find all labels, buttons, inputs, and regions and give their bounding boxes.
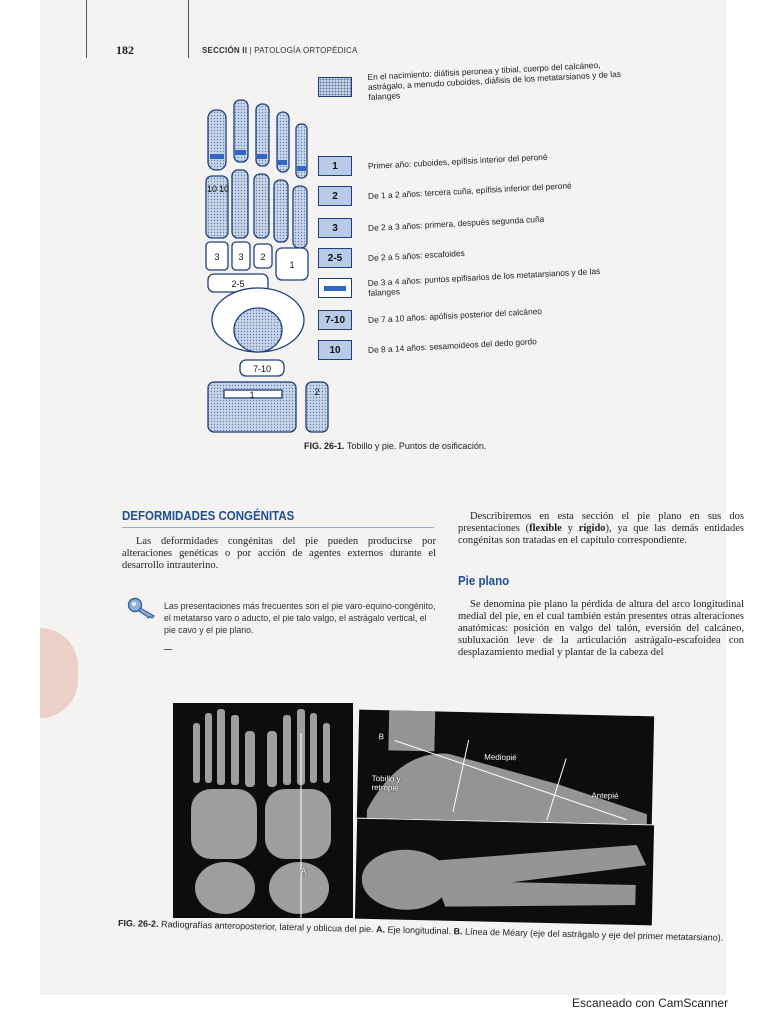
caption-text: Línea de Méary (eje del astrágalo y eje del primer metatarsiano). <box>462 926 724 943</box>
legend-swatch <box>318 278 352 298</box>
label-mediopie: Mediopié <box>484 752 517 763</box>
bone-label: 10 <box>206 184 218 194</box>
legend-row <box>318 180 628 206</box>
legend-row <box>318 336 628 360</box>
chapter-title: PATOLOGÍA ORTOPÉDICA <box>254 46 358 55</box>
legend-text: Primer año: cuboides, epífisis interior del peroné <box>367 151 548 171</box>
legend-row <box>318 248 628 268</box>
metatarsal-5 <box>293 186 307 248</box>
bone-label: 7-10 <box>252 364 272 374</box>
legend-text: De 2 a 3 años: primera, después segunda cuña <box>367 213 545 233</box>
bone-label: 3 <box>214 252 220 262</box>
xray-anteroposterior <box>173 703 353 918</box>
legend-text: De 1 a 2 años: tercera cuña, epífisis inferior del peroné <box>367 180 572 201</box>
metatarsal-3 <box>254 174 269 238</box>
caption-text: Radiografías anteroposterior, lateral y oblicua del pie. <box>158 918 377 935</box>
figure-26-1-caption <box>304 441 486 451</box>
calcaneus <box>234 308 282 352</box>
page-margin-rule <box>188 0 189 58</box>
bone-label: 2 <box>260 252 266 262</box>
figure-label: FIG. 26-2. <box>117 918 159 929</box>
figure-caption-text: Tobillo y pie. Puntos de osificación. <box>344 441 487 451</box>
legend-text: De 2 a 5 años: escafoides <box>367 247 465 263</box>
label-a: A <box>301 867 307 876</box>
scanner-watermark: Escaneado con CamScanner <box>572 996 729 1010</box>
metatarsal-4 <box>274 180 288 242</box>
bone-label: 2 <box>314 387 320 397</box>
separator: | <box>249 46 252 55</box>
toe-1 <box>208 110 226 170</box>
legend-swatch: 10 <box>318 340 352 360</box>
bone-label: 3 <box>238 252 244 262</box>
xray-lateral-image <box>357 710 654 825</box>
book-page <box>40 0 744 995</box>
bone-label: 10 <box>218 184 230 194</box>
key-note: Las presentaciones más frecuentes son el pie varo-equino-congénito, el metatarso varo o aducto, el pie talo valgo, el astrágalo vertical, el pie cavo y el pie plano. <box>164 601 436 635</box>
running-head <box>202 46 358 55</box>
legend-row <box>318 151 628 176</box>
legend-row <box>318 265 628 298</box>
legend-row <box>318 213 628 238</box>
figure-26-2-caption <box>118 918 768 945</box>
figure-label: FIG. 26-1. <box>304 441 345 451</box>
legend-swatch: 2-5 <box>318 248 352 268</box>
legend-row <box>318 59 628 102</box>
legend-swatch: 7-10 <box>318 310 352 330</box>
section-heading: DEFORMIDADES CONGÉNITAS <box>122 509 295 523</box>
text: y <box>561 523 579 534</box>
label-tobillo-retropie: Tobillo y retropié <box>371 773 401 793</box>
caption-marker: A. <box>375 924 386 935</box>
right-paragraph-1 <box>458 511 744 547</box>
heading-rule <box>122 527 434 528</box>
legend-swatch: 1 <box>318 156 352 176</box>
subheading-pie-plano: Pie plano <box>458 574 510 588</box>
legend-text: De 8 a 14 años: sesamoideos del dedo gordo <box>367 336 538 355</box>
legend-swatch: 3 <box>318 218 352 238</box>
legend-text: De 7 a 10 años: apófisis posterior del calcáneo <box>367 305 543 325</box>
label-antepie: Antepié <box>591 790 619 801</box>
legend-swatch <box>318 77 352 97</box>
metatarsal-2 <box>232 170 248 238</box>
page-number: 182 <box>116 43 134 57</box>
label-b: B <box>378 732 385 742</box>
xray-oblique-image <box>355 819 654 926</box>
emphasis: flexible <box>529 523 562 534</box>
right-paragraph-2: Se denomina pie plano la pérdida de altura del arco longitudinal medial del pie, en el cual también están presentes otras alteraciones anatómicas: posición en valgo del talón, eversión del calcáneo, subluxación leve de la articulación astrágalo-escafoidea con desplazamiento medial y plantar de la cabeza del <box>458 599 744 658</box>
key-icon <box>126 596 158 620</box>
text: ), ya que las demás entidades congénitas son tratadas en el capítulo correspondiente. <box>458 523 744 546</box>
legend-text: En el nacimiento: diáfisis peronea y tibial, cuerpo del calcáneo, astrágalo, a menudo cuboides, diáfisis de los metatarsianos y de las falanges <box>367 59 622 102</box>
page-margin-rule <box>86 0 87 58</box>
text: Describiremos en esta sección el pie plano en sus dos presentaciones ( <box>458 511 744 534</box>
xray-ap-image <box>173 703 353 918</box>
legend-swatch: 2 <box>318 186 352 206</box>
legend-text: De 3 a 4 años: puntos epifisarios de los metatarsianos y de las falanges <box>367 265 601 298</box>
xray-lateral <box>357 710 654 825</box>
xray-oblique <box>355 819 654 926</box>
bone-label: 1 <box>289 260 295 270</box>
emphasis: rígido <box>578 523 606 534</box>
bone-label: 1 <box>249 390 255 400</box>
legend-row <box>318 305 628 330</box>
note-end-dash <box>164 649 172 650</box>
section-label: SECCIÓN II <box>202 46 248 55</box>
intro-paragraph: Las deformidades congénitas del pie pueden producirse por alteraciones genéticas o por acción de agentes externos durante el desarrollo intrauterino. <box>122 536 436 571</box>
caption-text: Eje longitudinal. <box>384 924 454 937</box>
bone-label: 2-5 <box>231 279 245 289</box>
caption-marker: B. <box>453 926 463 937</box>
